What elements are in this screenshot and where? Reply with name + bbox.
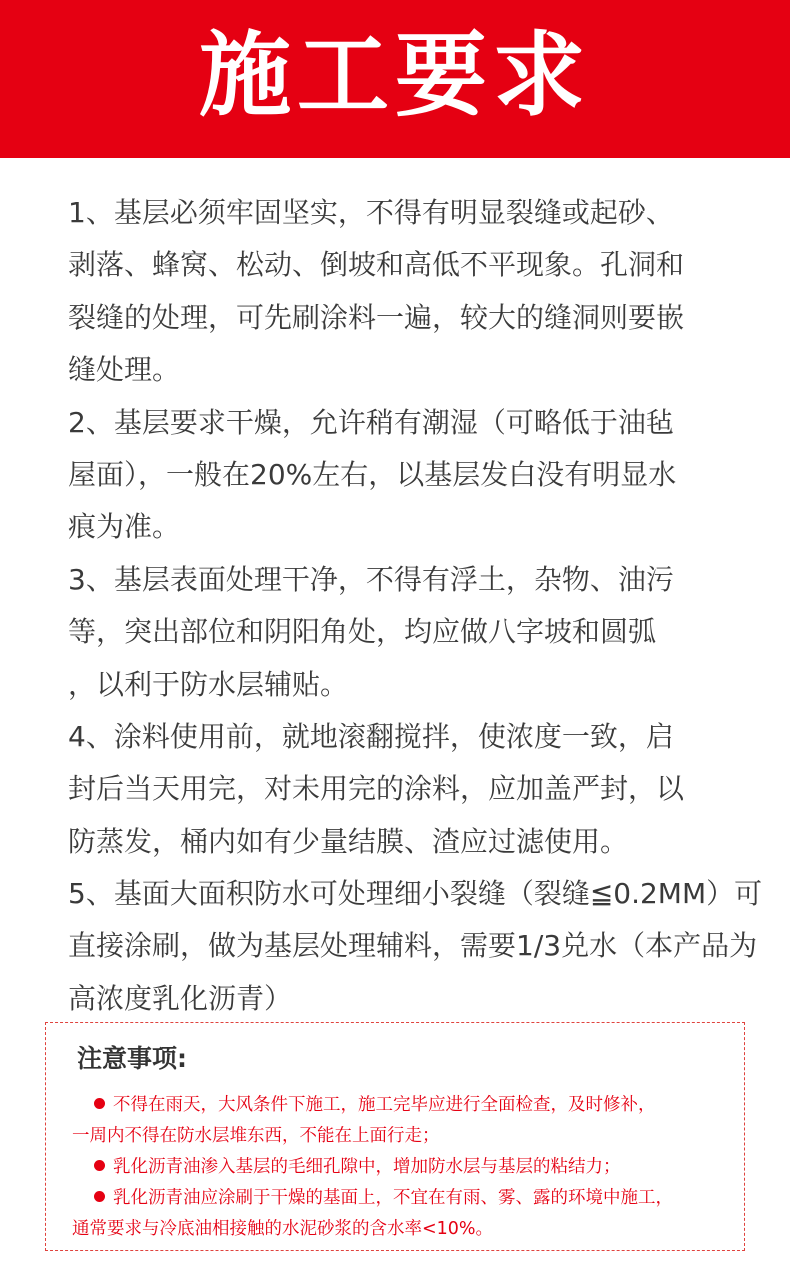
requirement-line: 裂缝的处理，可先刷涂料一遍，较大的缝洞则要嵌 [68, 300, 685, 334]
requirement-line: 3、基层表面处理干净，不得有浮土，杂物、油污 [68, 562, 674, 596]
notice-heading: 注意事项: [77, 1044, 187, 1073]
requirement-line: 2、基层要求干燥，允许稍有潮湿（可略低于油毡 [68, 405, 674, 439]
requirement-line: 屋面），一般在20%左右，以基层发白没有明显水 [68, 457, 677, 491]
notice-item [94, 1090, 656, 1120]
requirements-list [68, 187, 763, 1025]
requirement-line: 5、基面大面积防水可处理细小裂缝（裂缝≦0.2MM）可 [68, 877, 763, 911]
page-title: 施工要求 [198, 22, 591, 129]
requirement-line: 直接涂刷，做为基层处理辅料，需要1/3兑水（本产品为 [68, 929, 758, 963]
bullet-dot-icon [94, 1098, 105, 1109]
requirement-line: 痕为准。 [68, 510, 181, 544]
bullet-dot-icon [94, 1160, 105, 1171]
requirement-line: 剥落、蜂窝、松动、倒坡和高低不平现象。孔洞和 [68, 248, 685, 282]
requirement-line: 4、涂料使用前，就地滚翻搅拌，使浓度一致，启 [68, 719, 674, 753]
requirement-line: 等，突出部位和阴阳角处，均应做八字坡和圆弧 [68, 615, 657, 649]
notice-item [94, 1152, 621, 1182]
requirement-line: 缝处理。 [68, 353, 181, 387]
notice-item-text: 乳化沥青油应涂刷于干燥的基面上，不宜在有雨、雾、露的环境中施工， [113, 1188, 673, 1208]
bullet-dot-icon [94, 1191, 105, 1202]
requirement-line: ，以利于防水层辅贴。 [68, 667, 349, 701]
notice-item-text: 通常要求与冷底油相接触的水泥砂浆的含水率<10%。 [72, 1219, 494, 1239]
notice-item-continuation [72, 1121, 440, 1151]
notice-box [45, 1022, 745, 1251]
title-banner [0, 0, 790, 158]
requirement-line: 1、基层必须牢固坚实，不得有明显裂缝或起砂、 [68, 196, 674, 229]
requirement-line: 封后当天用完，对未用完的涂料，应加盖严封，以 [68, 772, 685, 806]
notice-item-text: 乳化沥青油渗入基层的毛细孔隙中，增加防水层与基层的粘结力； [113, 1157, 621, 1177]
requirement-line: 高浓度乳化沥青） [68, 981, 293, 1015]
notice-item [94, 1183, 673, 1213]
notice-item-text: 一周内不得在防水层堆东西，不能在上面行走； [72, 1126, 440, 1146]
notice-item-text: 不得在雨天，大风条件下施工，施工完毕应进行全面检查，及时修补， [113, 1095, 656, 1115]
requirement-line: 防蒸发，桶内如有少量结膜、渣应过滤使用。 [68, 824, 629, 858]
notice-item-continuation [72, 1214, 493, 1244]
